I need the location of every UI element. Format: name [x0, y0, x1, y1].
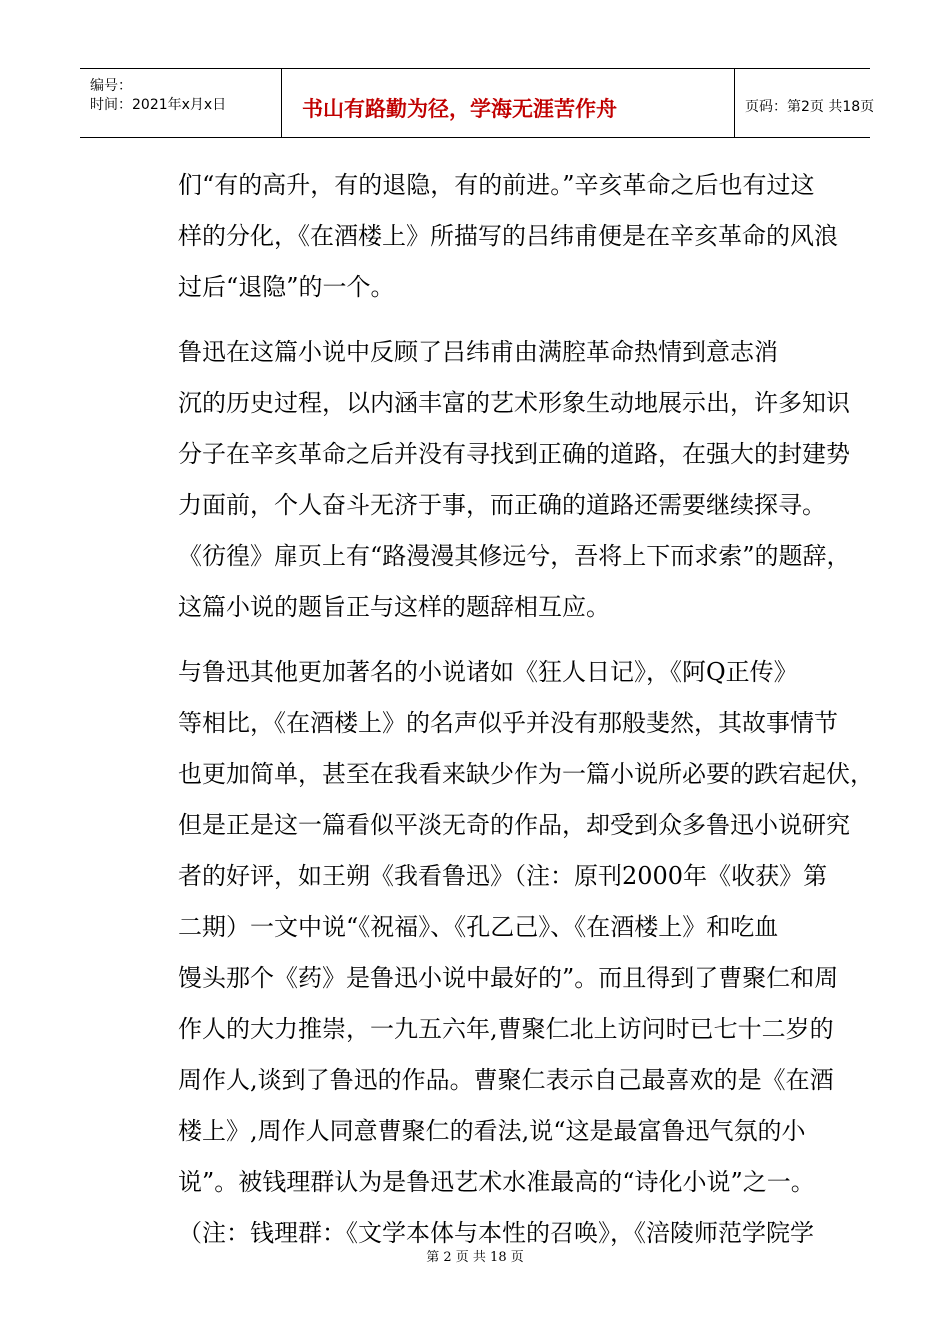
- text-line: 这篇小说的题旨正与这样的题辞相互应。: [178, 593, 610, 621]
- page-footer: 第 2 页 共 18 页: [426, 1250, 524, 1265]
- text-line: 等相比，《在酒楼上》的名声似乎并没有那般斐然，其故事情节: [178, 709, 838, 737]
- text-line: 也更加简单，甚至在我看来缺少作为一篇小说所必要的跌宕起伏，: [178, 760, 874, 788]
- text-line: 样的分化，《在酒楼上》所描写的吕纬甫便是在辛亥革命的风浪: [178, 222, 838, 250]
- text-line: 馒头那个《药》是鲁迅小说中最好的”。而且得到了曹聚仁和周: [178, 964, 839, 992]
- text-line: 但是正是这一篇看似平淡无奇的作品，却受到众多鲁迅小说研究: [178, 811, 850, 839]
- text-line: 说”。被钱理群认为是鲁迅艺术水准最高的“诗化小说”之一。: [178, 1168, 815, 1196]
- paragraph: [178, 160, 838, 313]
- text-line: 二期）一文中说“《祝福》、《孔乙己》、《在酒楼上》和吃血: [178, 913, 779, 941]
- text-line: 们“有的高升，有的退隐，有的前进。”辛亥革命之后也有过这: [178, 171, 815, 199]
- text-line: 沉的历史过程，以内涵丰富的艺术形象生动地展示出，许多知识: [178, 389, 850, 417]
- text-line: 分子在辛亥革命之后并没有寻找到正确的道路，在强大的封建势: [178, 440, 850, 468]
- page-header: [80, 68, 875, 138]
- text-line: 与鲁迅其他更加著名的小说诸如《狂人日记》，《阿Q正传》: [178, 658, 798, 686]
- text-line: 鲁迅在这篇小说中反顾了吕纬甫由满腔革命热情到意志消: [178, 338, 778, 366]
- text-line: 力面前，个人奋斗无济于事，而正确的道路还需要继续探寻。: [178, 491, 826, 519]
- text-line: 楼上》,周作人同意曹聚仁的看法,说“这是最富鲁迅气氛的小: [178, 1117, 806, 1145]
- text-line: 者的好评，如王朔《我看鲁迅》（注：原刊2000年《收获》第: [178, 862, 828, 890]
- text-line: （注：钱理群：《文学本体与本性的召唤》，《涪陵师范学院学: [178, 1219, 814, 1247]
- text-line: 《彷徨》扉页上有“路漫漫其修远兮，吾将上下而求索”的题辞，: [178, 542, 851, 570]
- text-line: 周作人,谈到了鲁迅的作品。曹聚仁表示自己最喜欢的是《在酒: [178, 1066, 834, 1094]
- text-line: 过后“退隐”的一个。: [178, 273, 395, 301]
- page-info: 页码：第2页 共18页: [745, 99, 875, 115]
- motto-text: 书山有路勤为径，学海无涯苦作舟: [302, 97, 617, 121]
- text-line: 作人的大力推崇，一九五六年,曹聚仁北上访问时已七十二岁的: [178, 1015, 834, 1043]
- date-label: 时间：2021年x月x日: [90, 97, 227, 113]
- paragraph: [178, 647, 874, 1259]
- paragraph: [178, 327, 851, 633]
- paragraph-gap: [178, 633, 818, 647]
- paragraph-gap: [178, 313, 818, 327]
- header-motto-cell: [282, 69, 735, 137]
- document-body: [178, 160, 874, 1259]
- number-label: 编号：: [90, 78, 132, 94]
- header-left-cell: [80, 69, 282, 137]
- header-right-cell: [735, 69, 875, 137]
